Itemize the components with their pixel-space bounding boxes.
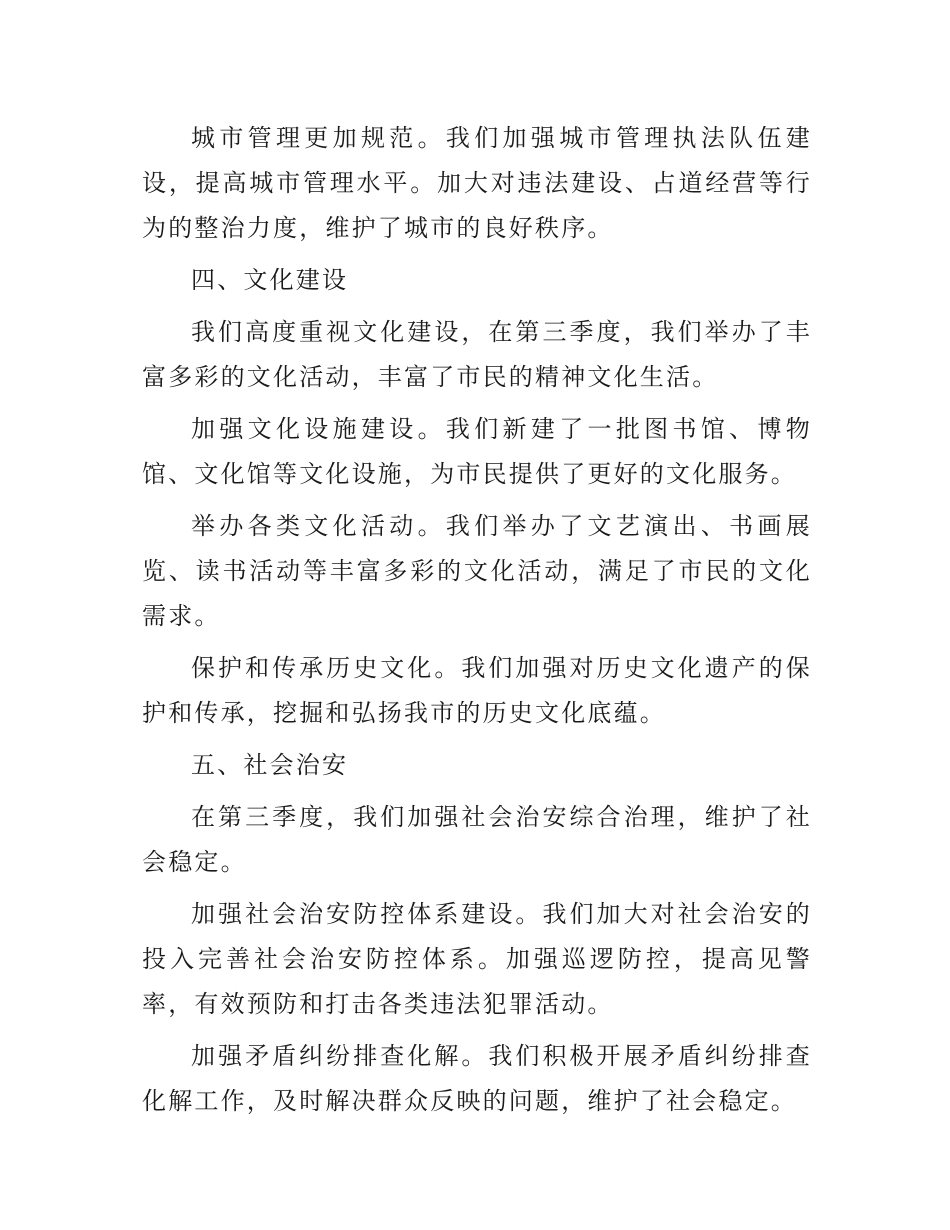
section-heading-culture: 四、文化建设 xyxy=(191,266,349,294)
paragraph-cultural-activities: 举办各类文化活动。我们举办了文艺演出、书画展览、读书活动等丰富多彩的文化活动，满足了市民的文化需求。 xyxy=(142,512,812,630)
paragraph-culture-intro: 我们高度重视文化建设，在第三季度，我们举办了丰富多彩的文化活动，丰富了市民的精神文化生活。 xyxy=(142,318,812,391)
paragraph-cultural-facilities: 加强文化设施建设。我们新建了一批图书馆、博物馆、文化馆等文化设施，为市民提供了更好的文化服务。 xyxy=(142,415,812,488)
paragraph-historical-culture: 保护和传承历史文化。我们加强对历史文化遗产的保护和传承，挖掘和弘扬我市的历史文化底蕴。 xyxy=(142,654,812,727)
paragraph-dispute-resolution: 加强矛盾纠纷排查化解。我们积极开展矛盾纠纷排查化解工作，及时解决群众反映的问题，维护了社会稳定。 xyxy=(142,1042,812,1115)
paragraph-prevention-system: 加强社会治安防控体系建设。我们加大对社会治安的投入完善社会治安防控体系。加强巡逻防控，提高见警率，有效预防和打击各类违法犯罪活动。 xyxy=(142,900,812,1018)
paragraph-security-intro: 在第三季度，我们加强社会治安综合治理，维护了社会稳定。 xyxy=(142,803,812,876)
paragraph-city-management: 城市管理更加规范。我们加强城市管理执法队伍建设，提高城市管理水平。加大对违法建设、占道经营等行为的整治力度，维护了城市的良好秩序。 xyxy=(142,124,812,242)
document-page xyxy=(142,116,812,1131)
section-heading-public-security: 五、社会治安 xyxy=(191,751,349,779)
